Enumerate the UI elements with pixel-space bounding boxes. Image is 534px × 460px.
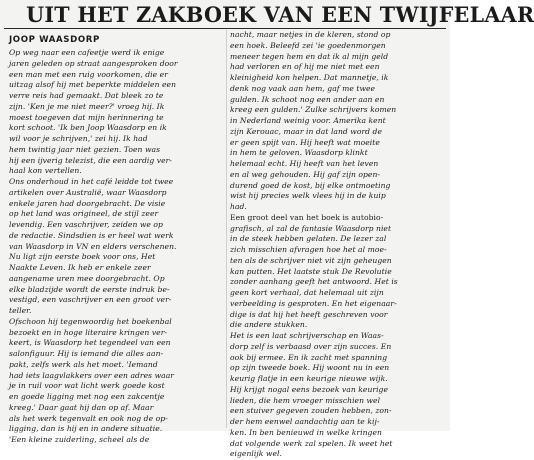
text-line: geen kort verhaal, dat helemaal uit zijn: [230, 288, 384, 297]
headline-rule: [4, 28, 446, 29]
text-line: Naakte Leven. Ik heb er enkele zeer: [9, 263, 151, 272]
text-line: moest toegeven dat mijn herinnering te: [9, 112, 164, 122]
text-line: in hem te geloven. Waasdorp klinkt: [230, 148, 368, 158]
text-line: verre reis had gemaakt. Dat bleek zo te: [9, 91, 164, 100]
text-line: Nu ligt zijn eerste boek voor ons, Het: [9, 252, 156, 262]
text-line: keert, is Waasdorp het tegendeel van een: [9, 338, 171, 348]
text-line: gulden. Ik schoot nog een ander aan en: [230, 94, 385, 104]
text-line: kort schoot. 'Ik ben Joop Waasdorp en ik: [9, 123, 167, 133]
text-line: ligging, dan is hij en in andere situatie.: [9, 424, 163, 434]
text-line: keurig flatje in een keurige nieuwe wijk.: [230, 374, 388, 383]
text-line: meneer tegen hem en dat ik al mijn geld: [230, 51, 389, 61]
byline: JOOP WAASDORP: [9, 35, 100, 45]
text-line: eigenlijk wel.: [230, 449, 282, 459]
text-line: had iets laagvlakkers over een adres waar: [9, 370, 174, 380]
text-line: op zijn tweede boek. Hij woont nu in een: [230, 363, 390, 373]
text-line: ten als de schrijver niet vit zijn geheugen: [230, 255, 392, 265]
right-column: [230, 30, 446, 460]
text-line: en al weg gehouden. Hij gaf zijn open-: [230, 169, 381, 179]
text-line: had.: [230, 202, 247, 211]
text-line: durend goed de kost, bij elke ontmoeting: [230, 180, 391, 190]
text-line: der hem eenwel aandachtig aan te kij-: [230, 417, 380, 426]
text-line: wil voor je schrijven,' zei hij. Ik had: [9, 134, 148, 143]
text-line: in Nederland weinig voor. Amerika kent: [230, 116, 386, 125]
text-line: die andere stukken.: [230, 320, 308, 330]
text-line: kreeg.' Daar gaat hij dan op af. Maar: [9, 402, 154, 412]
text-line: teller.: [9, 306, 32, 315]
text-line: lieden, die hem vroeger misschien wel: [230, 395, 381, 405]
text-line: zijn. 'Ken je me niet meer?' vroeg hij. Ik: [9, 101, 165, 111]
text-line: van Waasdorp in VN en elders verschenen.: [9, 241, 177, 251]
text-line: Het is een laat schrijverschap en Waas-: [230, 331, 384, 340]
text-line: een stuiver gegeven zouden hebben, zon-: [230, 406, 392, 416]
text-line: ook bij ermee. En ik zacht met spanning: [230, 352, 388, 362]
text-line: zonder aanhang geeft het antwoord. Het is: [230, 277, 398, 287]
text-line: pakt, zelfs werk als het moet. 'Iemand: [9, 359, 158, 369]
text-line: helemaal echt. Hij heeft van het leven: [230, 159, 379, 168]
text-line: kan putten. Het laatste stuk De Revolutie: [230, 266, 392, 276]
column-divider: [226, 30, 227, 428]
text-line: enkele jaren had doorgebracht. De visie: [9, 198, 166, 208]
text-line: elke bladzijde wordt de eerste indruk be-: [9, 284, 170, 294]
text-line: Hij krijgt nogal eens bezoek van keurige: [230, 384, 389, 394]
text-line: denk nog vaak aan hem, gaf me twee: [230, 83, 376, 93]
text-line: aangename uren mee doorgebracht. Op: [9, 273, 165, 283]
headline: UIT HET ZAKBOEK VAN EEN TWIJFELAAR: [26, 2, 534, 27]
text-line: op het land was origineel, de stijl zeer: [9, 209, 159, 219]
left-column: [9, 34, 223, 446]
text-line: haal kon vertellen.: [9, 166, 82, 176]
text-line: grafisch, al zal de fantasie Waasdorp niet: [230, 223, 392, 233]
text-line: had verloren en of hij me niet met een: [230, 62, 380, 72]
text-line: zich misschien afvragen hoe het al moe-: [230, 245, 387, 254]
text-line: dat volgende werk zal spelen. Ik weet het: [230, 438, 393, 448]
text-line: Ons onderhoud in het café leidde tot twee: [9, 177, 174, 186]
text-line: salonfiguur. Hij is iemand die alles aan-: [9, 349, 164, 358]
text-line: een hoek. Beleefd zei 'ie goedenmorgen: [230, 40, 386, 50]
text-line: kleinigheid kon helpen. Dat mannetje, ik: [230, 73, 389, 82]
text-line: Op weg naar een cafeetje werd ik enige: [9, 48, 165, 57]
text-line: nacht, maar netjes in de kleren, stond op: [230, 30, 391, 39]
text-line: uitzag alsof hij met beperkte middelen een: [9, 80, 177, 90]
text-line: ken. In ben benieuwd in welke kringen: [230, 427, 382, 437]
text-line: een man met een ruig voorkomen, die er: [9, 69, 168, 79]
right-column-text: [230, 30, 446, 460]
text-line: de redactie. Sindsdien is er heel wat werk: [9, 230, 174, 240]
text-line: hij een ijverig telezist, die een aardig ver-: [9, 155, 172, 165]
text-line: als het werk tegenvalt en ook nog de op-: [9, 413, 168, 423]
text-line: er geen spijt van. Hij heeft wat moeite: [230, 137, 380, 147]
text-line: vestigd, een vaschrijver en een groot ver-: [9, 295, 172, 305]
text-line: in de steek hebben gelaten. De lezer zal: [230, 234, 387, 244]
left-column-text: [9, 48, 223, 446]
text-line: je in ruil voor wat licht werk goede kost: [9, 381, 165, 391]
text-line: zijn Kerouac, maar in dat land word de: [230, 126, 382, 136]
text-line: dige is dat hij het heeft geschreven voor: [230, 309, 388, 319]
text-line: hem twintig jaar niet gezien. Toen was: [9, 144, 161, 154]
text-line: wist hij precies welk vlees hij in de kuip: [230, 191, 386, 201]
text-line: verbeelding is gesproten. En het eigenaar-: [230, 298, 397, 308]
text-line: kreeg een gulden.' Zulke schrijvers komen: [230, 105, 397, 115]
text-line: 'Een kleine zuiderling, scheel als de: [9, 435, 150, 444]
text-line: jaren geleden op straat aangesproken door: [9, 58, 178, 68]
text-line: bezoekt en in hoge literaire kringen ver-: [9, 327, 168, 337]
text-line: levendig. Een vaschrijver, zeiden we op: [9, 220, 163, 229]
text-line: en goede ligging met nog een zakcentje: [9, 392, 165, 401]
text-line: Een groot deel van het boek is autobio-: [230, 212, 384, 222]
text-line: artikelen over Australië, waar Waasdorp: [9, 187, 167, 197]
text-line: dorp zelf is verbaasd over zijn succes. En: [230, 341, 392, 351]
text-line: Ofschoon hij tegenwoordig het boekenbal: [9, 316, 172, 326]
